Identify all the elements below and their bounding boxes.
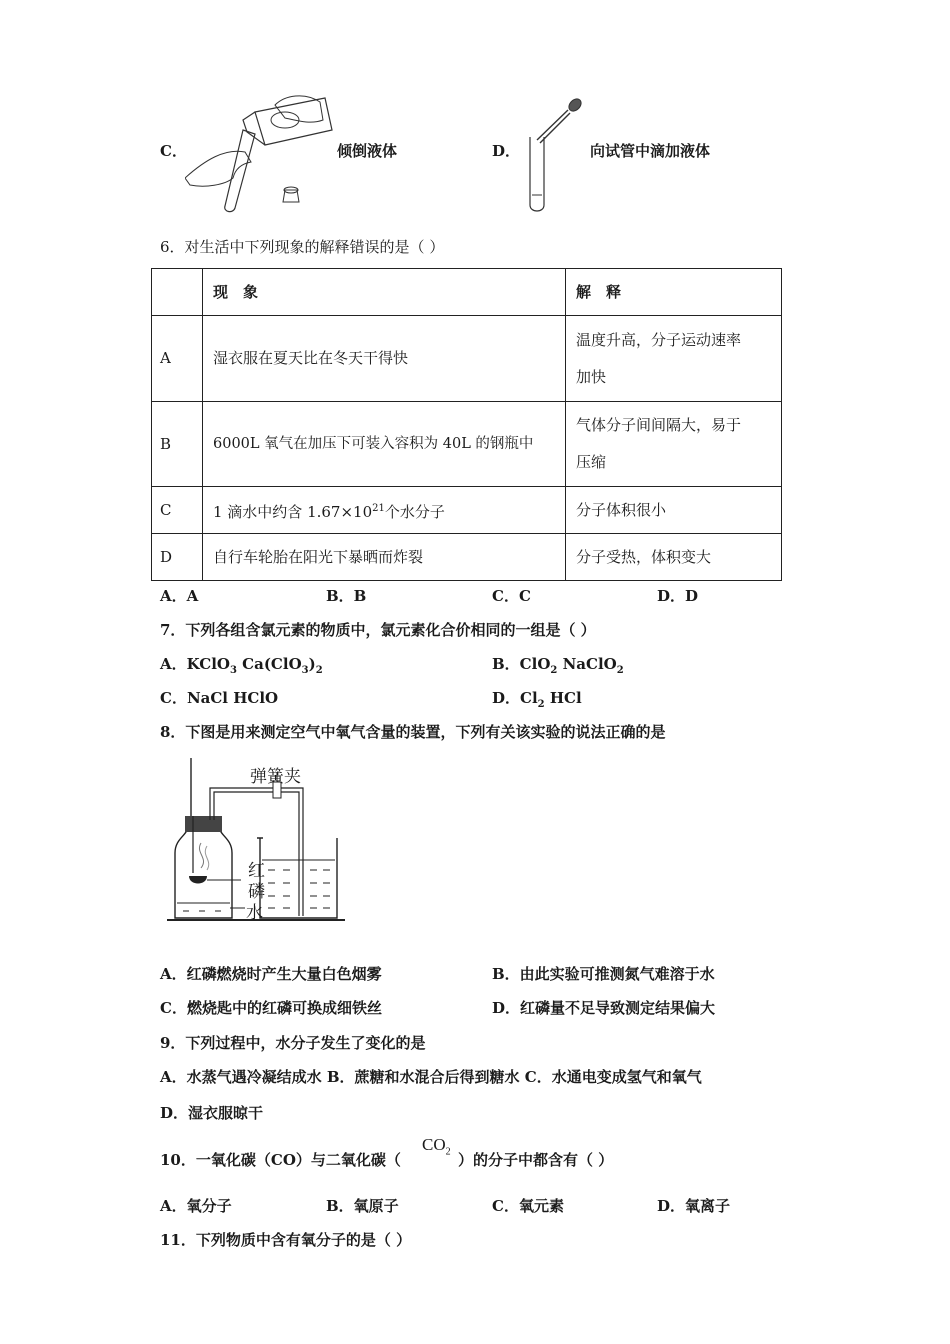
q6-table [151,268,782,581]
figure-label-water: 水 [246,903,263,923]
q8-option-c: C．燃烧匙中的红磷可换成细铁丝 [160,999,382,1017]
row-label: D [152,534,203,581]
q5-option-c-label: C． [160,142,187,160]
q6-option-d: D．D [657,587,699,605]
table-header-row [152,269,782,316]
pouring-liquid-illustration [185,90,335,215]
row-phenomenon: 1 滴水中约含 $1.67\times 10^{21}$个水分子 [203,487,566,534]
q7-stem: 7．下列各组含氯元素的物质中，氯元素化合价相同的一组是（ ） [160,621,596,639]
q10-option-d: D．氧离子 [657,1197,731,1215]
q7-option-d: D．$Cl_2$ HCl [492,689,582,710]
q10-option-b: B．氧原子 [326,1197,399,1215]
q6-option-a: A．A [160,587,199,605]
q5-option-d-text: 向试管中滴加液体 [590,142,711,160]
q7-option-c: C．NaCl HClO [160,689,279,707]
figure-label-phos2: 磷 [248,882,265,902]
q8-stem: 8．下图是用来测定空气中氧气含量的装置，下列有关该实验的说法正确的是 [160,723,666,741]
q5-option-d-label: D． [492,142,521,160]
q9-stem: 9．下列过程中，水分子发生了变化的是 [160,1034,426,1052]
row-explanation: 温度升高，分子运动速率 加快 [566,316,782,402]
q8-option-b: B．由此实验可推测氮气难溶于水 [492,965,715,983]
header-cell-label [152,269,203,316]
q6-stem: 6．对生活中下列现象的解释错误的是（ ） [160,238,445,256]
q5-option-c-text: 倾倒液体 [337,142,398,160]
header-cell-explanation: 解 释 [566,269,782,316]
q10-option-c: C．氧元素 [492,1197,564,1215]
q7-option-b: B．ClO$_2$ NaClO$_2$ [492,655,624,676]
q10-formula: $CO_2$ [422,1135,451,1158]
row-phenomenon: 6000L 氧气在加压下可装入容积为 40L 的钢瓶中 [203,402,566,487]
row-label: A [152,316,203,402]
q9-options-line2: D．湿衣服晾干 [160,1104,264,1122]
row-phenomenon: 自行车轮胎在阳光下暴晒而炸裂 [203,534,566,581]
dropper-into-test-tube-illustration [520,95,585,215]
table-row [152,402,782,487]
table-row [152,316,782,402]
q6-option-c: C．C [492,587,531,605]
row-label: C [152,487,203,534]
figure-label-phos1: 红 [248,861,265,881]
table-row [152,534,782,581]
q6-option-b: B．B [326,587,367,605]
header-cell-phenomenon: 现 象 [203,269,566,316]
q10-stem-pre: 10．一氧化碳（CO）与二氧化碳（ [160,1151,401,1169]
q10-stem-post: ）的分子中都含有（ ） [458,1151,614,1169]
figure-label-clip: 弹簧夹 [250,767,301,787]
q8-option-d: D．红磷量不足导致测定结果偏大 [492,999,716,1017]
q7-option-a: A．KClO$_3$ $Ca(ClO_3)_2$ [160,655,323,676]
q8-option-a: A．红磷燃烧时产生大量白色烟雾 [160,965,382,983]
row-phenomenon: 湿衣服在夏天比在冬天干得快 [203,316,566,402]
q9-options-line1: A．水蒸气遇冷凝结成水 B．蔗糖和水混合后得到糖水 C．水通电变成氢气和氧气 [160,1068,702,1086]
q11-stem: 11．下列物质中含有氧分子的是（ ） [160,1231,412,1249]
q10-option-a: A．氧分子 [160,1197,232,1215]
row-explanation: 分子体积很小 [566,487,782,534]
row-label: B [152,402,203,487]
row-explanation: 气体分子间间隔大，易于 压缩 [566,402,782,487]
row-explanation: 分子受热，体积变大 [566,534,782,581]
table-row [152,487,782,534]
